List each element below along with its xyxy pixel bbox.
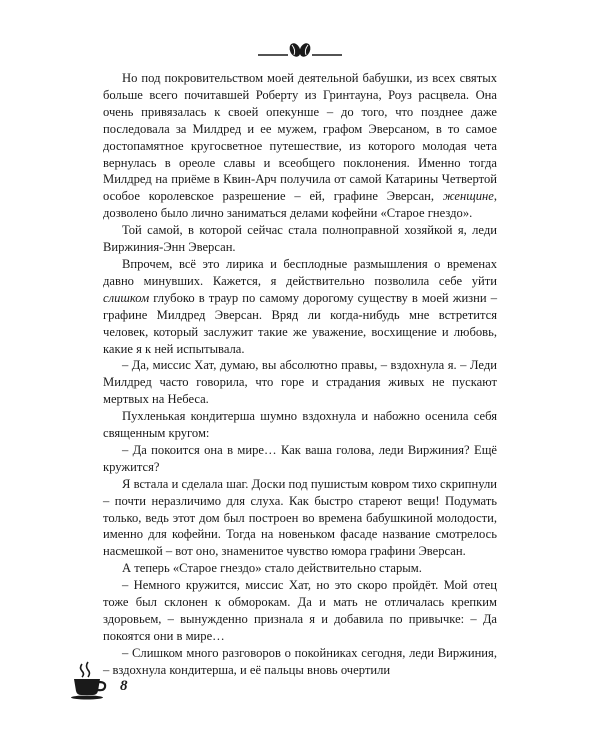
page-body-text [103,70,497,679]
paragraph: Пухленькая кондитерша шумно вздохнула и набожно осенила себя священным кругом: [103,409,497,441]
emphasis: слишком [103,290,150,305]
page-number: 8 [120,678,128,694]
paragraph: Я встала и сделала шаг. Доски под пушистым ковром тихо скрипнули – почти неразличимо для слуха. Как быстро стареют вещи! Подумать только, ведь этот дом был построен во времена бабушкиной молодости, именно для кофейни. Тогда на новеньком фасаде название смотрелось насмешкой – вот оно, знаменитое чувство юмора графини Эверсан. [103,476,497,559]
coffee-cup-icon [68,660,108,700]
paragraph: Той самой, в которой сейчас стала полноправной хозяйкой я, леди Виржиния-Энн Эверсан. [103,223,497,255]
emphasis: женщине [442,189,494,204]
paragraph: – Немного кружится, миссис Хат, но это скоро пройдёт. Мой отец тоже был склонен к обморокам. Да и мать не отличалась крепким здоровьем, – вынужденно признала я и добавила по привычке: – Да покоятся они в мире… [103,578,497,643]
paragraph: Но под покровительством моей деятельной бабушки, из всех святых больше всего почитавшей Роберту из Гринтауна, Роуз расцвела. Она очень привязалась к своей опекунше – до того, что позднее даже последовала за Милдред и ее мужем, графом Эверсаном, в то самое достопамятное кругосветное путешествие, из которого молодая чета вернулась в ореоле славы и всеобщего поклонения. Именно тогда Милдред на приёме в Квин-Арч получила от самой Катарины Четвертой особое королевское разрешение – ей, графине Эверсан, женщине, дозволено было лично заниматься делами кофейни «Старое гнездо». [103,71,497,221]
paragraph: А теперь «Старое гнездо» стало действительно старым. [122,561,422,576]
paragraph: Впрочем, всё это лирика и бесплодные размышления о временах давно минувших. Кажется, я действительно позволила себе уйти слишком глубоко в траур по самому дорогому существу в моей жизни – графине Милдред Эверсан. Вряд ли когда-нибудь мне встретится человек, который заслужит такие же уважение, восхищение и любовь, какие я к ней испытывала. [103,256,497,356]
paragraph: – Да покоится она в мире… Как ваша голова, леди Виржиния? Ещё кружится? [103,442,497,474]
coffee-bean-ornament-icon [258,40,342,60]
paragraph: – Слишком много разговоров о покойниках сегодня, леди Виржиния, – вздохнула кондитерша, и её пальцы вновь очертили [103,645,497,677]
paragraph: – Да, миссис Хат, думаю, вы абсолютно правы, – вздохнула я. – Леди Милдред часто говорила, что горе и страдания живых не пускают мертвых на Небеса. [103,358,497,407]
